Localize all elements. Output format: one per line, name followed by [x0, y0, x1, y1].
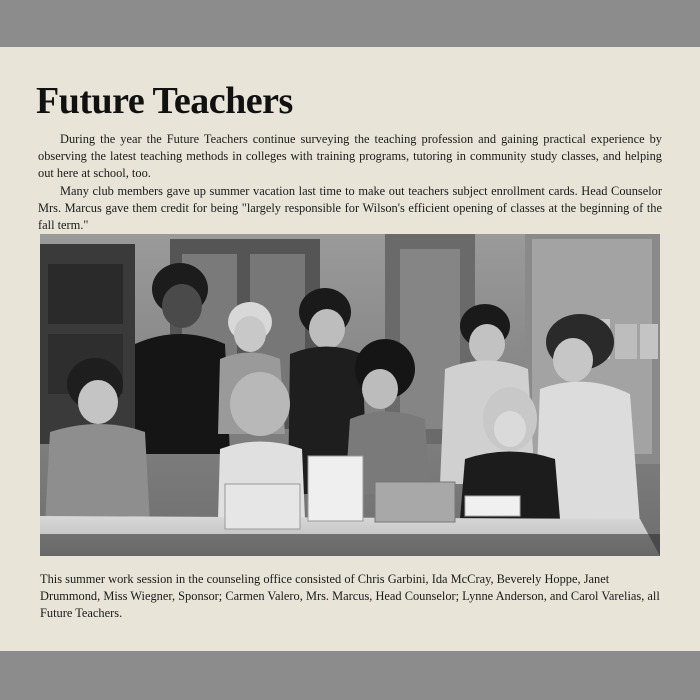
photo-caption: This summer work session in the counseling office consisted of Chris Garbini, Ida McCray, Beverely Hoppe, Janet Drummond, Miss Wiegner, Sponsor; Carmen Valero, Mrs. Marcus, Head Counselor; Lynne Anderson, and Carol Varelias, all Future Teachers.: [40, 572, 660, 621]
page-title: Future Teachers: [36, 80, 293, 122]
yearbook-page: [0, 47, 700, 651]
group-photo: [40, 234, 660, 556]
intro-paragraph-1: During the year the Future Teachers continue surveying the teaching profession and gaining practical experience by observing the latest teaching methods in colleges with training programs, tutoring in community study classes, and helping out here at school, too.: [38, 132, 662, 181]
group-photo-illustration: [40, 234, 660, 556]
article-body: [38, 131, 662, 234]
intro-paragraph-2: Many club members gave up summer vacation last time to make out teachers subject enrollment cards. Head Counselor Mrs. Marcus gave them credit for being "largely responsible for Wilson's efficient opening of classes at the beginning of the fall term.": [38, 183, 662, 233]
